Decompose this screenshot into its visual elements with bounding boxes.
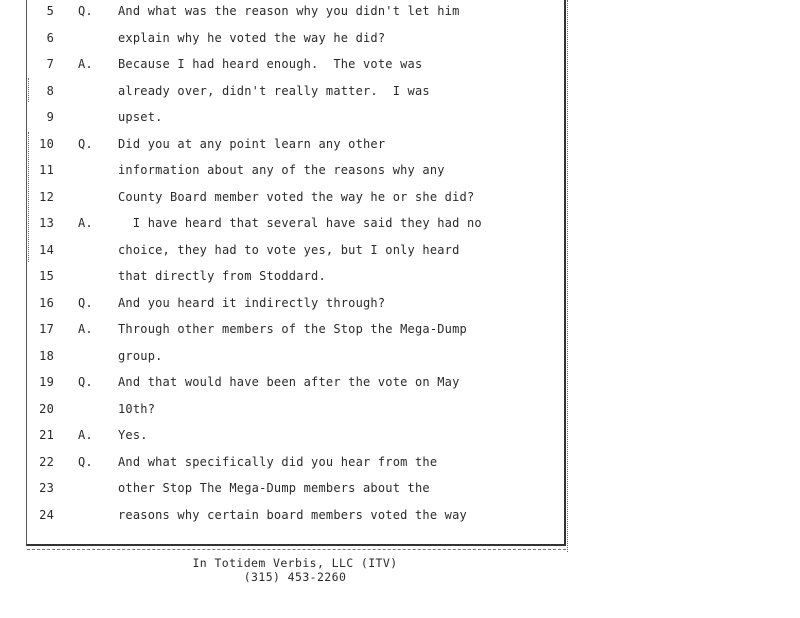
transcript-line [0, 54, 560, 74]
transcript-line [0, 346, 560, 366]
transcript-line [0, 425, 560, 445]
transcript-line [0, 266, 560, 286]
line-text: Through other members of the Stop the Mega-Dump [118, 322, 467, 336]
line-number: 11 [39, 163, 54, 177]
line-number: 14 [39, 242, 54, 257]
line-number: 10 [39, 136, 54, 151]
transcript-line [0, 240, 560, 260]
line-number: 15 [39, 269, 54, 283]
transcript-line [0, 452, 560, 472]
line-number: 19 [39, 375, 54, 389]
line-text: And what specifically did you hear from the [118, 454, 438, 469]
page-edge-shadow [563, 0, 568, 552]
line-text: I have heard that several have said they had no [118, 216, 482, 230]
transcript-line [0, 399, 560, 419]
transcript-line [0, 160, 560, 180]
speaker-label: A. [78, 216, 93, 230]
line-text: 10th? [118, 401, 156, 416]
transcript-line [0, 505, 560, 525]
transcript-line [0, 81, 560, 101]
transcript-line [0, 213, 560, 233]
footer-company: In Totidem Verbis, LLC (ITV) [192, 556, 398, 570]
speaker-label: Q. [78, 295, 93, 310]
line-number: 12 [39, 189, 54, 204]
transcript-line [0, 372, 560, 392]
line-number: 5 [46, 4, 54, 18]
transcript-line [0, 28, 560, 48]
transcript-line [0, 319, 560, 339]
line-text: explain why he voted the way he did? [118, 30, 386, 45]
line-text: Yes. [118, 428, 148, 442]
transcript-line [0, 134, 560, 154]
line-number: 21 [39, 428, 54, 442]
speaker-label: A. [78, 57, 93, 71]
speaker-label: Q. [78, 4, 93, 18]
line-number: 6 [46, 30, 54, 45]
line-number: 13 [39, 216, 54, 230]
line-text: group. [118, 348, 163, 363]
speaker-label: Q. [78, 375, 93, 389]
line-text: And you heard it indirectly through? [118, 295, 386, 310]
line-number: 16 [39, 295, 54, 310]
line-text: And that would have been after the vote on May [118, 375, 460, 389]
speaker-label: A. [78, 428, 93, 442]
speaker-label: A. [78, 322, 93, 336]
line-text: already over, didn't really matter. I was [118, 83, 430, 98]
transcript-line [0, 293, 560, 313]
line-number: 23 [39, 481, 54, 495]
line-text: information about any of the reasons why any [118, 163, 445, 177]
transcript-line [0, 1, 560, 21]
transcript-line [0, 187, 560, 207]
line-text: Did you at any point learn any other [118, 136, 386, 151]
speaker-label: Q. [78, 454, 93, 469]
line-text: And what was the reason why you didn't let him [118, 4, 460, 18]
line-text: choice, they had to vote yes, but I only heard [118, 242, 460, 257]
line-number: 17 [39, 322, 54, 336]
line-text: County Board member voted the way he or she did? [118, 189, 475, 204]
transcript-line [0, 107, 560, 127]
line-number: 22 [39, 454, 54, 469]
line-text: other Stop The Mega-Dump members about the [118, 481, 430, 495]
line-number: 9 [46, 110, 54, 124]
line-text: that directly from Stoddard. [118, 269, 326, 283]
line-number: 24 [39, 507, 54, 522]
line-number: 18 [39, 348, 54, 363]
line-number: 8 [46, 83, 54, 98]
line-text: reasons why certain board members voted the way [118, 507, 467, 522]
line-number: 7 [46, 57, 54, 71]
transcript-line [0, 478, 560, 498]
line-text: Because I had heard enough. The vote was [118, 57, 423, 71]
line-number: 20 [39, 401, 54, 416]
speaker-label: Q. [78, 136, 93, 151]
footer-phone: (315) 453-2260 [243, 570, 347, 584]
line-text: upset. [118, 110, 163, 124]
